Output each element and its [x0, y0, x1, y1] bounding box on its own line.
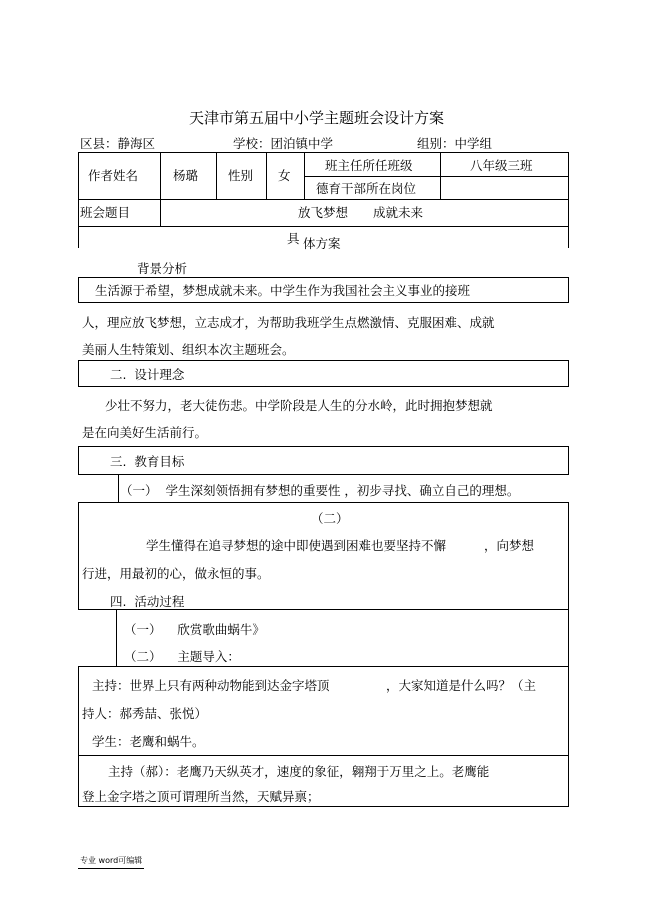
goal-heading: 三. 教育目标 [110, 454, 185, 469]
bg-heading: 背景分析 [137, 261, 188, 276]
author-value: 杨璐 [173, 168, 199, 183]
dialogue-1-line-1b: ，大家知道是什么吗？（主 [386, 678, 537, 693]
topic-label: 班会题目 [80, 205, 131, 220]
gender-label: 性别 [228, 168, 254, 183]
gender-value: 女 [278, 168, 291, 183]
bg-text-line-1: 生活源于希望，梦想成就未来。中学生作为我国社会主义事业的接班 [95, 283, 471, 298]
school-field: 学校：团泊镇中学 [233, 136, 334, 151]
bg-text-line-3: 美丽人生特策划、组织本次主题班会。 [82, 342, 295, 357]
goal-item-2-line-1a: 学生懂得在追寻梦想的途中即使遇到困难也要坚持不懈 [146, 538, 447, 553]
post-label: 德育干部所在岗位 [316, 181, 417, 196]
process-item-2: （二） 主题导入： [124, 649, 240, 664]
plan-heading: 体方案 [303, 236, 341, 251]
process-heading: 四. 活动过程 [110, 594, 185, 609]
dialogue-3-line-2: 登上金字塔之顶可谓理所当然，天赋异禀； [82, 789, 320, 804]
goal-item-2-number: （二） [311, 511, 349, 526]
dialogue-3-line-1: 主持（郝）：老鹰乃天纵英才，速度的象征，翱翔于万里之上。老鹰能 [108, 764, 490, 779]
dialogue-1-line-1a: 主持：世界上只有两种动物能到达金字塔顶 [92, 678, 330, 693]
process-item-1: （一） 欣赏歌曲蜗牛》 [124, 622, 265, 637]
concept-heading: 二. 设计理念 [110, 367, 185, 382]
goal-item-1: （一） 学生深刻领悟拥有梦想的重要性 ，初步寻找、确立自己的理想。 [120, 483, 520, 498]
plan-heading-char: 具 [287, 231, 300, 246]
goal-item-2-line-1b: ，向梦想 [484, 538, 535, 553]
class-label: 班主任所任班级 [325, 158, 413, 173]
concept-text-line-1: 少壮不努力，老大徒伤悲。中学阶段是人生的分水岭，此时拥抱梦想就 [105, 398, 493, 413]
group-field: 组别：中学组 [417, 136, 493, 151]
district-field: 区县：静海区 [80, 136, 156, 151]
class-value: 八年级三班 [470, 158, 533, 173]
footer-label: 专业 word可编辑 [80, 856, 143, 865]
concept-text-line-2: 是在向美好生活前行。 [82, 425, 208, 440]
author-label: 作者姓名 [88, 168, 139, 183]
page-title: 天津市第五届中小学主题班会设计方案 [189, 109, 445, 127]
dialogue-1-line-2: 持人：郝秀喆、张悦） [82, 706, 208, 721]
dialogue-2: 学生：老鹰和蜗牛。 [92, 734, 205, 749]
topic-value: 放飞梦想 成就未来 [298, 205, 424, 220]
goal-item-2-line-2: 行进，用最初的心，做永恒的事。 [82, 566, 270, 581]
bg-text-line-2: 人，理应放飞梦想，立志成才，为帮助我班学生点燃激情、克服困难、成就 [82, 315, 495, 330]
